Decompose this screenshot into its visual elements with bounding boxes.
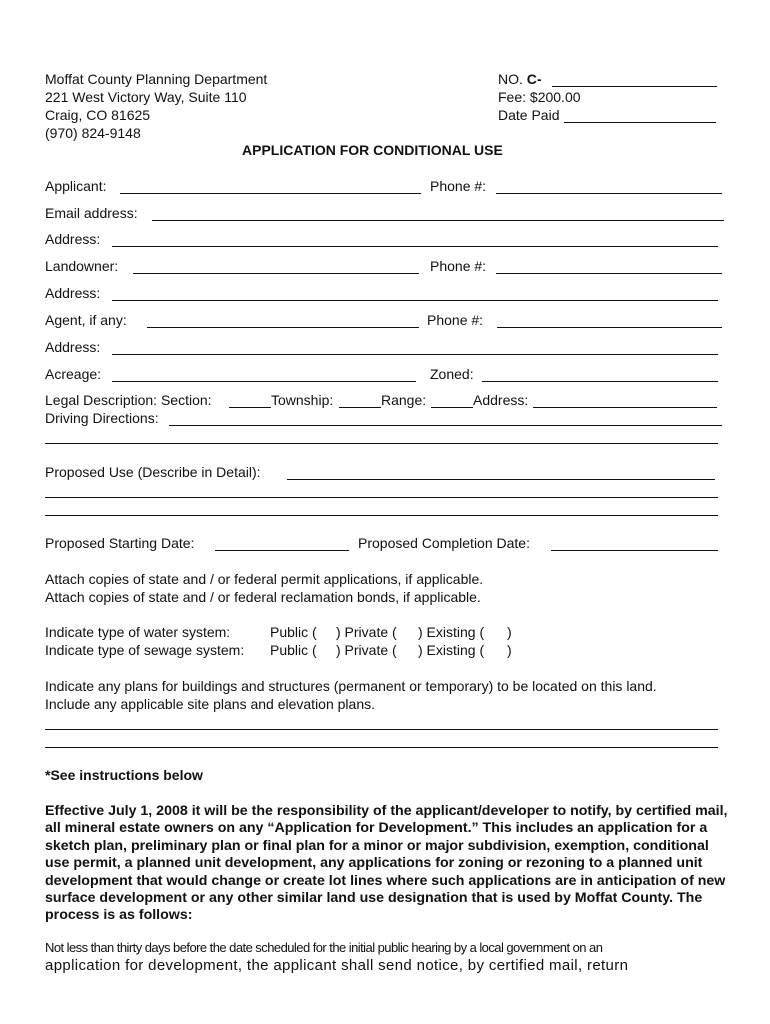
applicant-field[interactable] <box>120 193 421 194</box>
landowner-phone-label: Phone #: <box>430 258 487 274</box>
notice-text-line-2: application for development, the applicant shall send notice, by certified mail, return <box>45 957 629 974</box>
township-label: Township: <box>271 392 334 408</box>
attach-permits-note: Attach copies of state and / or federal permit applications, if applicable. <box>45 571 484 587</box>
proposed-use-field-line-2[interactable] <box>45 497 718 498</box>
starting-date-field[interactable] <box>215 550 349 551</box>
range-field[interactable] <box>431 407 473 408</box>
number-prefix: C- <box>526 71 542 87</box>
section-field[interactable] <box>229 407 271 408</box>
agent-phone-field[interactable] <box>497 327 722 328</box>
township-field[interactable] <box>339 407 381 408</box>
sewage-existing-close: ) <box>507 642 512 658</box>
completion-date-field[interactable] <box>551 550 718 551</box>
number-field[interactable] <box>552 86 717 87</box>
zoned-label: Zoned: <box>430 366 474 382</box>
dept-phone: (970) 824-9148 <box>45 125 141 141</box>
zoned-field[interactable] <box>482 381 718 382</box>
completion-date-label: Proposed Completion Date: <box>358 535 530 551</box>
driving-directions-field-line-2[interactable] <box>45 443 718 444</box>
sewage-system-label: Indicate type of sewage system: <box>45 642 245 658</box>
sewage-private-option[interactable]: ) Private ( <box>336 642 397 658</box>
acreage-field[interactable] <box>112 381 416 382</box>
sewage-public-option[interactable]: Public ( <box>270 642 317 658</box>
applicant-address-field[interactable] <box>112 246 718 247</box>
range-label: Range: <box>381 392 427 408</box>
proposed-use-field-line-3[interactable] <box>45 515 718 516</box>
form-title: APPLICATION FOR CONDITIONAL USE <box>242 142 503 158</box>
site-plans-instruction: Include any applicable site plans and elevation plans. <box>45 696 376 712</box>
plans-field-line-2[interactable] <box>45 747 718 748</box>
acreage-label: Acreage: <box>45 366 102 382</box>
applicant-phone-field[interactable] <box>496 193 722 194</box>
dept-city: Craig, CO 81625 <box>45 107 151 123</box>
legal-description-label: Legal Description: Section: <box>45 392 212 408</box>
water-existing-option[interactable]: ) Existing ( <box>418 624 485 640</box>
office-use-block <box>498 70 581 124</box>
landowner-address-field[interactable] <box>112 300 718 301</box>
dept-address-block <box>45 70 267 142</box>
landowner-field[interactable] <box>133 273 419 274</box>
water-existing-close: ) <box>507 624 512 640</box>
plans-field-line-1[interactable] <box>45 729 718 730</box>
number-label: NO. <box>498 71 527 87</box>
agent-address-field[interactable] <box>112 354 718 355</box>
agent-field[interactable] <box>147 327 419 328</box>
notice-text-line-1: Not less than thirty days before the date scheduled for the initial public hearing by a local government on an <box>45 940 603 955</box>
applicant-address-label: Address: <box>45 231 101 247</box>
landowner-label: Landowner: <box>45 258 119 274</box>
proposed-use-label: Proposed Use (Describe in Detail): <box>45 464 261 480</box>
landowner-phone-field[interactable] <box>496 273 722 274</box>
dept-name: Moffat County Planning Department <box>45 71 268 87</box>
water-system-label: Indicate type of water system: <box>45 624 231 640</box>
applicant-label: Applicant: <box>45 178 107 194</box>
attach-bonds-note: Attach copies of state and / or federal reclamation bonds, if applicable. <box>45 589 481 605</box>
effective-date-paragraph: Effective July 1, 2008 it will be the responsibility of the applicant/developer to notify, by certified mail, all mineral estate owners on any “Application for Development.” This includes an application for a sketch plan, preliminary plan or final plan for a minor or major subdivision, exemption, conditional use permit, a planned unit development, any applications for zoning or rezoning to a planned unit development that would change or create lot lines where such applications are in anticipation of new surface development or any other similar land use designation that is used by Moffat County. The process is as follows: <box>45 803 728 924</box>
agent-label: Agent, if any: <box>45 312 127 328</box>
email-label: Email address: <box>45 205 138 221</box>
sewage-existing-option[interactable]: ) Existing ( <box>418 642 485 658</box>
date-paid-label: Date Paid <box>498 107 560 123</box>
see-instructions-note: *See instructions below <box>45 767 203 783</box>
driving-directions-field[interactable] <box>169 425 722 426</box>
email-field[interactable] <box>152 220 724 221</box>
fee-label: Fee: $200.00 <box>498 89 581 105</box>
driving-directions-label: Driving Directions: <box>45 410 159 426</box>
dept-street: 221 West Victory Way, Suite 110 <box>45 89 247 105</box>
proposed-use-field[interactable] <box>287 479 715 480</box>
starting-date-label: Proposed Starting Date: <box>45 535 195 551</box>
legal-address-field[interactable] <box>533 407 717 408</box>
landowner-address-label: Address: <box>45 285 101 301</box>
applicant-phone-label: Phone #: <box>430 178 487 194</box>
plans-instruction: Indicate any plans for buildings and structures (permanent or temporary) to be located on this land. <box>45 678 657 694</box>
date-paid-field[interactable] <box>564 122 716 123</box>
legal-address-label: Address: <box>473 392 529 408</box>
agent-phone-label: Phone #: <box>427 312 484 328</box>
water-public-option[interactable]: Public ( <box>270 624 317 640</box>
agent-address-label: Address: <box>45 339 101 355</box>
water-private-option[interactable]: ) Private ( <box>336 624 397 640</box>
